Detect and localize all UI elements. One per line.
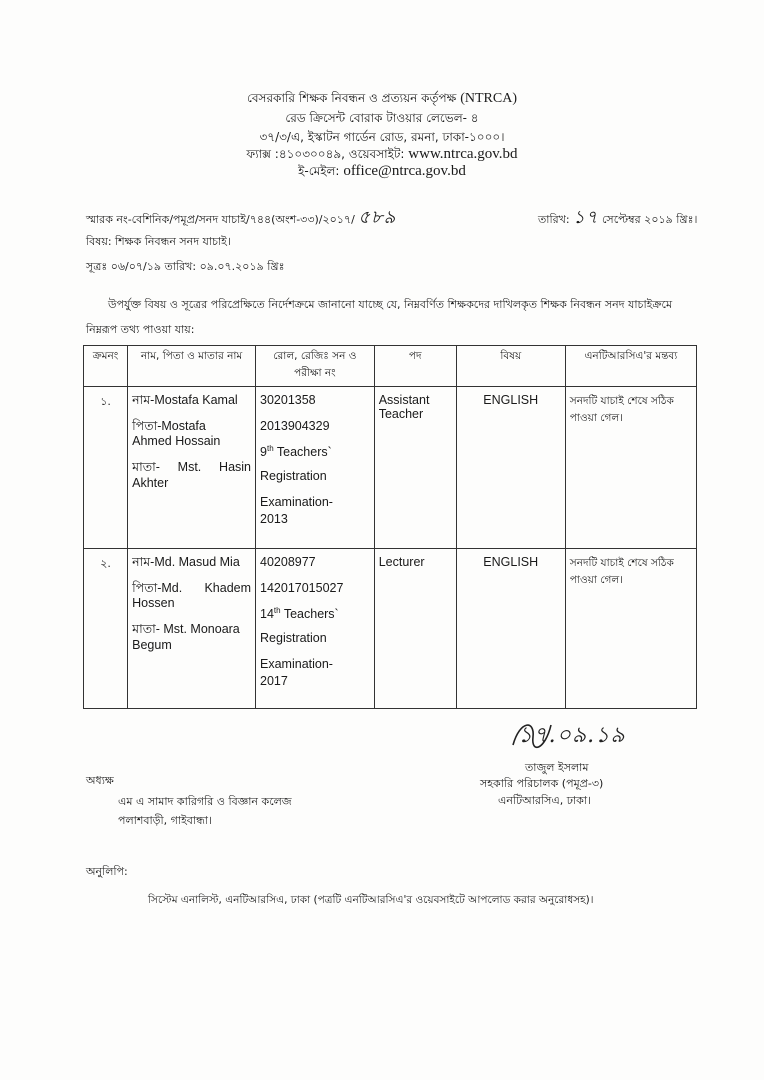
row-roll-reg-exam: [256, 387, 375, 549]
roll-number: 30201358: [260, 393, 316, 407]
exam-name-line2: Registration: [260, 469, 327, 484]
date-rest: সেপ্টেম্বর ২০১৯ খ্রিঃ।: [601, 213, 698, 226]
row-subject: ENGLISH: [456, 549, 565, 709]
header-remark: এনটিআরসিএ'র মন্তব্য: [565, 346, 696, 387]
exam-ordinal-suffix: th: [266, 444, 274, 454]
date-label: তারিখ:: [538, 213, 570, 226]
org-name: বেসরকারি শিক্ষক নিবন্ধন ও প্রত্যয়ন কর্তৃপক্ষ: [246, 91, 457, 105]
copy-line: সিস্টেম এনালিস্ট, এনটিআরসিএ, ঢাকা (পত্রটি এনটিআরসিএ'র ওয়েবসাইটে আপলোড করার অনুরোধসহ)।: [148, 894, 594, 906]
row-sl: ১.: [84, 387, 128, 549]
row-remark: সনদটি যাচাই শেষে সঠিক পাওয়া গেল।: [565, 387, 696, 549]
mother-name-rest: Begum: [132, 637, 172, 652]
header-post: পদ: [374, 346, 456, 387]
father-name-rest: Ahmed Hossain: [132, 434, 221, 449]
memo-ref-label: স্মারক নং-বেশিনিক/পমূপ্র/সনদ যাচাই/৭৪৪(অংশ-৩৩)/২০১৭/: [86, 213, 355, 226]
row-names: [128, 387, 256, 549]
row-remark: সনদটি যাচাই শেষে সঠিক পাওয়া গেল।: [565, 549, 696, 709]
signature-handwritten: ১৭.০৯.১৯: [518, 723, 626, 748]
email-line: [0, 163, 764, 183]
recipient-address: পলাশবাড়ী, গাইবান্ধা।: [118, 814, 212, 827]
body-paragraph-line-1: উপর্যুক্ত বিষয় ও সূত্রের পরিপ্রেক্ষিতে নির্দেশক্রমে জানানো যাচ্ছে যে, নিম্নবর্ণিত শিক্ষকদের দাখিলকৃত শিক্ষক নিবন্ধন সনদ যাচাইক্রমে: [108, 298, 673, 311]
candidate-name: নাম-Md. Masud Mia: [132, 555, 240, 569]
email-link[interactable]: office@ntrca.gov.bd: [343, 163, 466, 179]
reference-line: সূত্রঃ ০৬/০৭/১৯ তারিখ: ০৯.০৭.২০১৯ খ্রিঃ: [86, 260, 285, 273]
header-name: নাম, পিতা ও মাতার নাম: [128, 346, 256, 387]
subject-line: বিষয়: শিক্ষক নিবন্ধন সনদ যাচাই।: [86, 235, 231, 248]
website-link[interactable]: www.ntrca.gov.bd: [408, 146, 518, 162]
table-header-row: [84, 346, 697, 387]
table-row: [84, 387, 697, 549]
exam-name-line2: Registration: [260, 631, 327, 646]
row-post: Assistant Teacher: [374, 387, 456, 549]
mother-name-rest: Akhter: [132, 475, 169, 490]
exam-ordinal: 14: [260, 607, 274, 622]
fax-label: ফ্যাক্স :৪১০৩০০৪৯, ওয়েবসাইট:: [246, 147, 405, 161]
row-sl: ২.: [84, 549, 128, 709]
exam-name-line3: Examination-: [260, 656, 333, 671]
memo-ref: [86, 203, 396, 234]
address-line-1: রেড ক্রিসেন্ট বোরাক টাওয়ার লেভেল- ৪: [285, 111, 479, 125]
registration-number: 142017015027: [260, 580, 344, 595]
mother-label: মাতা-: [132, 459, 160, 474]
signatory-title: সহকারি পরিচালক (পমূপ্র-৩): [480, 777, 604, 790]
father-name-rest: Hossen: [132, 596, 175, 611]
verification-table: [83, 345, 697, 709]
exam-ordinal-suffix: th: [273, 606, 281, 616]
memo-ref-handwritten: ৫৮৯: [358, 207, 397, 228]
exam-ordinal: 9: [260, 445, 267, 460]
header-sl: ক্রমনং: [84, 346, 128, 387]
recipient-college: এম এ সামাদ কারিগরি ও বিজ্ঞান কলেজ: [118, 795, 292, 808]
exam-name-line1: [260, 444, 370, 461]
father-name-label: পিতা-Mostafa: [132, 418, 206, 433]
row-roll-reg-exam: [256, 549, 375, 709]
father-name-line: [132, 581, 251, 597]
header-roll: রোল, রেজিঃ সন ও পরীক্ষা নং: [256, 346, 375, 387]
recipient-title: অধ্যক্ষ: [86, 774, 114, 787]
copy-label: অনুলিপি:: [86, 865, 128, 878]
row-post: Lecturer: [374, 549, 456, 709]
mother-end: Hasin: [219, 459, 252, 474]
father-end: Khadem: [204, 580, 252, 595]
exam-word: Teachers`: [280, 607, 339, 622]
exam-year: 2013: [260, 512, 288, 527]
roll-number: 40208977: [260, 555, 316, 569]
date-handwritten: ১৭: [573, 207, 599, 228]
exam-word: Teachers`: [273, 445, 332, 460]
table-row: [84, 549, 697, 709]
signatory-office: এনটিআরসিএ, ঢাকা।: [498, 794, 591, 807]
candidate-name: নাম-Mostafa Kamal: [132, 393, 238, 407]
row-names: [128, 549, 256, 709]
org-name-line: [0, 90, 764, 110]
mother-mid: Mst.: [177, 459, 202, 474]
address-line-2: ৩৭/৩/এ, ইস্কাটন গার্ডেন রোড, রমনা, ঢাকা-১০০০।: [259, 130, 505, 144]
signature-scribble: [505, 715, 555, 755]
memo-date: [538, 203, 697, 234]
registration-number: 2013904329: [260, 418, 330, 433]
row-subject: ENGLISH: [456, 387, 565, 549]
header-subject: বিষয়: [456, 346, 565, 387]
exam-name-line3: Examination-: [260, 494, 333, 509]
signatory-name: তাজুল ইসলাম: [525, 761, 589, 774]
org-abbr: (NTRCA): [460, 91, 518, 106]
exam-year: 2017: [260, 674, 288, 689]
mother-name-line: [132, 460, 251, 476]
body-paragraph-line-2: নিম্নরূপ তথ্য পাওয়া যায়:: [86, 323, 195, 336]
email-label: ই-মেইল:: [298, 164, 340, 178]
mother-name-label: মাতা- Mst. Monoara: [132, 621, 240, 636]
exam-name-line1: [260, 606, 370, 623]
father-label: পিতা-Md.: [132, 580, 183, 595]
